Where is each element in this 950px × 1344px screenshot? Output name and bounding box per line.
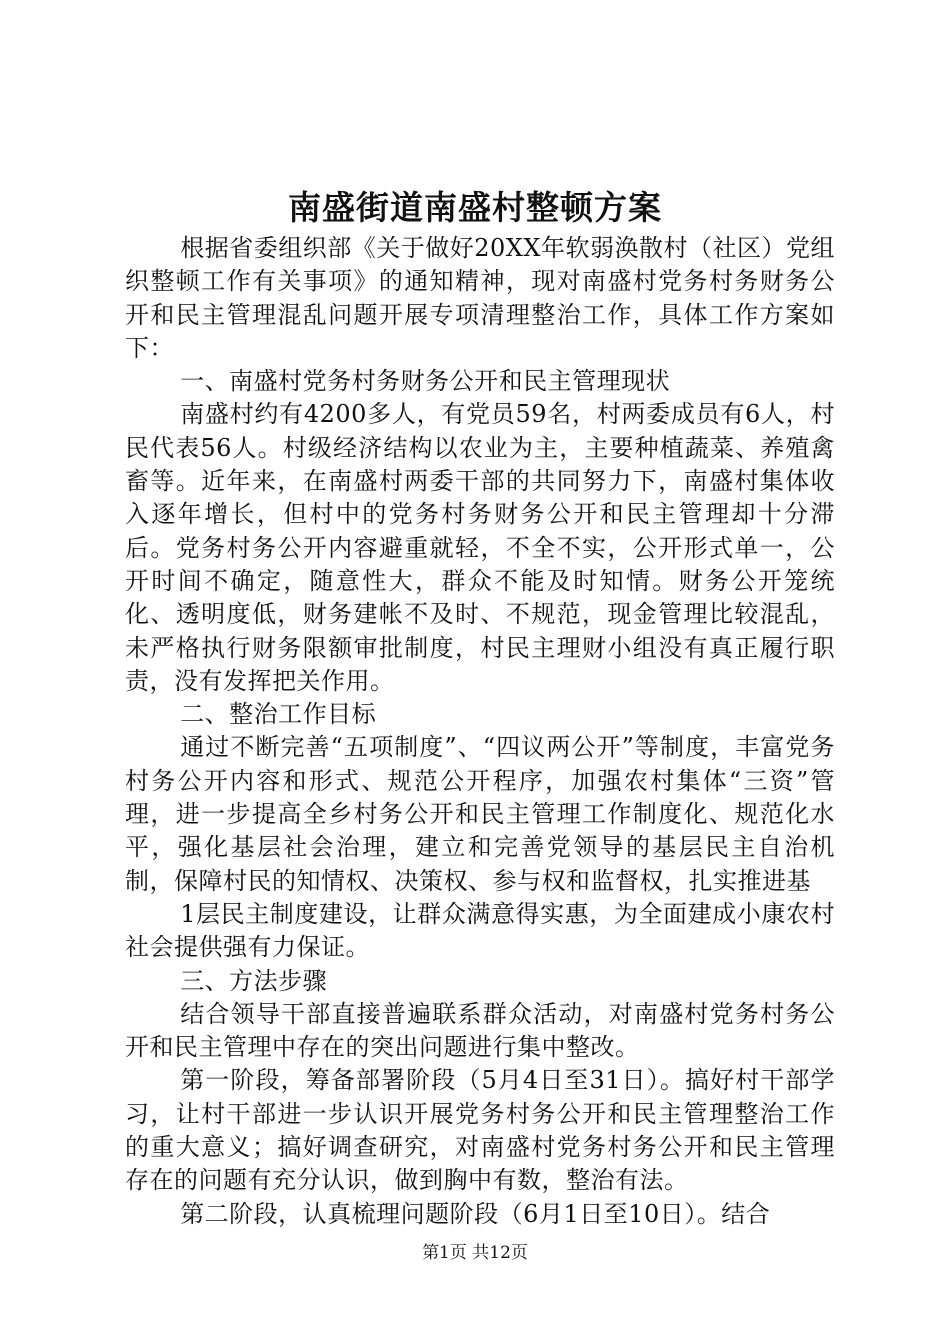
paragraph-intro: 根据省委组织部《关于做好20XX年软弱涣散村（社区）党组织整顿工作有关事项》的通知精神，现对南盛村党务村务财务公开和民主管理混乱问题开展专项清理整治工作，具体工作方案如下： bbox=[125, 234, 835, 362]
paragraph-status: 南盛村约有4200多人，有党员59名，村两委成员有6人，村民代表56人。村级经济结构以农业为主，主要种植蔬菜、养殖禽畜等。近年来，在南盛村两委干部的共同努力下，南盛村集体收入逐年增长，但村中的党务村务财务公开和民主管理却十分滞后。党务村务公开内容避重就轻，不全不实，公开形式单一，公开时间不确定，随意性大，群众不能及时知情。财务公开笼统化、透明度低，财务建帐不及时、不规范，现金管理比较混乱，未严格执行财务限额审批制度，村民主理财小组没有真正履行职责，没有发挥把关作用。 bbox=[125, 400, 835, 695]
section-heading-2: 二、整治工作目标 bbox=[180, 700, 377, 729]
section-heading-3: 三、方法步骤 bbox=[180, 966, 328, 995]
paragraph-methods: 结合领导干部直接普遍联系群众活动，对南盛村党务村务公开和民主管理中存在的突出问题进行集中整改。 bbox=[125, 999, 835, 1062]
section-heading-1: 一、南盛村党务村务财务公开和民主管理现状 bbox=[180, 367, 671, 396]
document-title: 南盛街道南盛村整顿方案 bbox=[288, 188, 662, 227]
paragraph-goals: 通过不断完善“五项制度”、“四议两公开”等制度，丰富党务村务公开内容和形式、规范公开程序，加强农村集体“三资”管理，进一步提高全乡村务公开和民主管理工作制度化、规范化水平，强化基层社会治理，建立和完善党领导的基层民主自治机制，保障村民的知情权、决策权、参与权和监督权，扎实推进基 bbox=[125, 733, 835, 895]
paragraph-stage-1: 第一阶段，筹备部署阶段（5月4日至31日）。搞好村干部学习，让村干部进一步认识开展党务村务公开和民主管理整治工作的重大意义；搞好调查研究，对南盛村党务村务公开和民主管理存在的问题有充分认识，做到胸中有数，整治有法。 bbox=[125, 1066, 835, 1195]
page-number: 第1页 共12页 bbox=[422, 1243, 528, 1263]
paragraph-stage-2: 第二阶段，认真梳理问题阶段（6月1日至10日）。结合 bbox=[180, 1199, 771, 1228]
document-body bbox=[125, 232, 835, 1231]
paragraph-goals-continued: 1层民主制度建设，让群众满意得实惠，为全面建成小康农村社会提供强有力保证。 bbox=[125, 899, 835, 962]
